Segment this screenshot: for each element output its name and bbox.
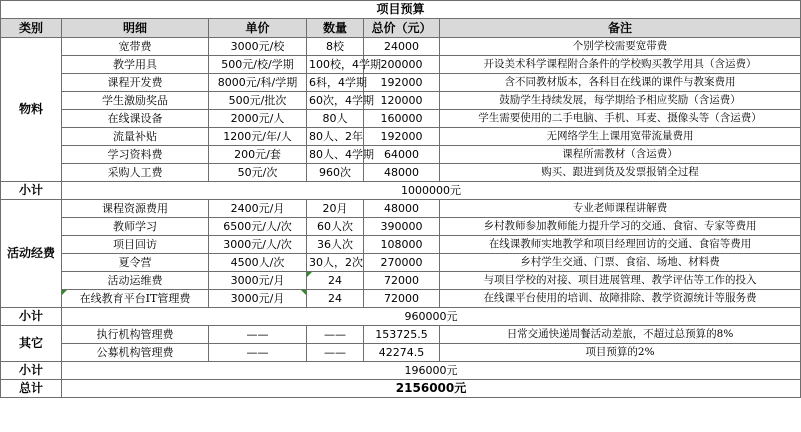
- note-cell[interactable]: 鼓励学生持续发展，每学期给予相应奖励（含运费）: [440, 92, 801, 110]
- unit-price-cell[interactable]: 2000元/人: [209, 110, 307, 128]
- quantity-cell[interactable]: 100校，4学期: [307, 56, 364, 74]
- item-cell[interactable]: 在线课设备: [62, 110, 209, 128]
- note-cell[interactable]: 专业老师课程讲解费: [440, 200, 801, 218]
- subtotal-value[interactable]: 1000000元: [62, 182, 801, 200]
- table-title[interactable]: 项目预算: [1, 1, 801, 19]
- item-cell[interactable]: 教师学习: [62, 218, 209, 236]
- note-cell[interactable]: 在线课平台使用的培训、故障排除、教学资源统计等服务费: [440, 290, 801, 308]
- note-cell[interactable]: 项目预算的2%: [440, 344, 801, 362]
- table-row: [1, 236, 801, 254]
- quantity-text: 24: [328, 274, 342, 287]
- table-row: [1, 56, 801, 74]
- unit-price-cell[interactable]: 2400元/月: [209, 200, 307, 218]
- unit-price-cell[interactable]: 3000元/月: [209, 272, 307, 290]
- item-cell[interactable]: 宽带费: [62, 38, 209, 56]
- note-cell[interactable]: 与项目学校的对接、项目进展管理、教学评估等工作的投入: [440, 272, 801, 290]
- note-cell[interactable]: 含不同教材版本，各科目在线课的课件与教案费用: [440, 74, 801, 92]
- note-cell[interactable]: 乡村教师参加教师能力提升学习的交通、食宿、专家等费用: [440, 218, 801, 236]
- table-row: [1, 110, 801, 128]
- subtotal-row: [1, 308, 801, 326]
- note-cell[interactable]: 开设美术科学课程附合条件的学校购买教学用具（含运费）: [440, 56, 801, 74]
- item-cell[interactable]: 教学用具: [62, 56, 209, 74]
- header-total[interactable]: 总价（元）: [364, 19, 440, 38]
- total-cell[interactable]: 390000: [364, 218, 440, 236]
- total-cell[interactable]: 160000: [364, 110, 440, 128]
- item-cell[interactable]: 执行机构管理费: [62, 326, 209, 344]
- total-cell[interactable]: 72000: [364, 290, 440, 308]
- item-text: 在线教育平台IT管理费: [79, 292, 191, 305]
- unit-price-cell[interactable]: ——: [209, 344, 307, 362]
- unit-price-cell[interactable]: 8000元/科/学期: [209, 74, 307, 92]
- quantity-cell[interactable]: 60次，4学期: [307, 92, 364, 110]
- unit-price-cell[interactable]: 500元/校/学期: [209, 56, 307, 74]
- unit-price-cell[interactable]: 4500人/次: [209, 254, 307, 272]
- quantity-cell[interactable]: ——: [307, 326, 364, 344]
- comment-marker: [62, 290, 67, 295]
- grand-total-row: [1, 380, 801, 398]
- comment-marker: [307, 272, 312, 277]
- quantity-cell[interactable]: 30人，2次: [307, 254, 364, 272]
- table-row: [1, 344, 801, 362]
- header-row: [1, 19, 801, 38]
- grand-total-label[interactable]: 总计: [1, 380, 62, 398]
- total-cell[interactable]: 72000: [364, 272, 440, 290]
- table-row: [1, 164, 801, 182]
- note-cell[interactable]: 购买、跟进到货及发票报销全过程: [440, 164, 801, 182]
- unit-price-cell[interactable]: 200元/套: [209, 146, 307, 164]
- total-cell[interactable]: 48000: [364, 164, 440, 182]
- note-cell[interactable]: 乡村学生交通、门票、食宿、场地、材料费: [440, 254, 801, 272]
- unit-price-cell[interactable]: ——: [209, 326, 307, 344]
- table-row: [1, 254, 801, 272]
- table-row: [1, 92, 801, 110]
- unit-price-cell[interactable]: 3000元/校: [209, 38, 307, 56]
- total-cell[interactable]: 153725.5: [364, 326, 440, 344]
- subtotal-label[interactable]: 小计: [1, 308, 62, 326]
- quantity-cell[interactable]: ——: [307, 344, 364, 362]
- category-activities[interactable]: 活动经费: [1, 200, 62, 308]
- note-cell[interactable]: 日常交通快递周餐活动差旅，不超过总预算的8%: [440, 326, 801, 344]
- quantity-cell[interactable]: 8校: [307, 38, 364, 56]
- table-row: [1, 326, 801, 344]
- item-cell[interactable]: 活动运维费: [62, 272, 209, 290]
- subtotal-label[interactable]: 小计: [1, 182, 62, 200]
- subtotal-row: [1, 182, 801, 200]
- unit-price-cell[interactable]: [209, 290, 307, 308]
- unit-price-text: 3000元/月: [230, 292, 285, 305]
- note-cell[interactable]: 学生需要使用的二手电脑、手机、耳麦、摄像头等（含运费）: [440, 110, 801, 128]
- total-cell[interactable]: 108000: [364, 236, 440, 254]
- category-other[interactable]: 其它: [1, 326, 62, 362]
- subtotal-value[interactable]: 960000元: [62, 308, 801, 326]
- unit-price-cell[interactable]: 500元/批次: [209, 92, 307, 110]
- total-cell[interactable]: 200000: [364, 56, 440, 74]
- quantity-cell[interactable]: 6科，4学期: [307, 74, 364, 92]
- table-row: [1, 200, 801, 218]
- item-cell[interactable]: 采购人工费: [62, 164, 209, 182]
- note-cell[interactable]: 在线课教师实地教学和项目经理回访的交通、食宿等费用: [440, 236, 801, 254]
- grand-total-value[interactable]: 2156000元: [62, 380, 801, 398]
- unit-price-cell[interactable]: 6500元/人/次: [209, 218, 307, 236]
- subtotal-label[interactable]: 小计: [1, 362, 62, 380]
- note-cell[interactable]: 个别学校需要宽带费: [440, 38, 801, 56]
- quantity-cell[interactable]: 80人、4学期: [307, 146, 364, 164]
- total-cell[interactable]: 192000: [364, 128, 440, 146]
- table-row: [1, 146, 801, 164]
- header-category[interactable]: 类别: [1, 19, 62, 38]
- comment-marker: [301, 290, 306, 295]
- quantity-cell[interactable]: 20月: [307, 200, 364, 218]
- item-cell[interactable]: 流量补贴: [62, 128, 209, 146]
- total-cell[interactable]: 192000: [364, 74, 440, 92]
- total-cell[interactable]: 120000: [364, 92, 440, 110]
- table-row: [1, 290, 801, 308]
- table-row: [1, 128, 801, 146]
- item-cell[interactable]: 课程开发费: [62, 74, 209, 92]
- header-item[interactable]: 明细: [62, 19, 209, 38]
- quantity-cell[interactable]: 960次: [307, 164, 364, 182]
- unit-price-cell[interactable]: 50元/次: [209, 164, 307, 182]
- table-row: [1, 272, 801, 290]
- quantity-cell[interactable]: 60人次: [307, 218, 364, 236]
- header-note[interactable]: 备注: [440, 19, 801, 38]
- item-cell[interactable]: [62, 290, 209, 308]
- quantity-cell[interactable]: [307, 272, 364, 290]
- quantity-cell[interactable]: 80人: [307, 110, 364, 128]
- note-cell[interactable]: 课程所需教材（含运费）: [440, 146, 801, 164]
- quantity-cell[interactable]: 80人、2年: [307, 128, 364, 146]
- item-cell[interactable]: 夏令营: [62, 254, 209, 272]
- table-row: [1, 74, 801, 92]
- item-cell[interactable]: 课程资源费用: [62, 200, 209, 218]
- unit-price-cell[interactable]: 1200元/年/人: [209, 128, 307, 146]
- item-cell[interactable]: 公募机构管理费: [62, 344, 209, 362]
- total-cell[interactable]: 24000: [364, 38, 440, 56]
- table-row: [1, 218, 801, 236]
- unit-price-cell[interactable]: 3000元/人/次: [209, 236, 307, 254]
- total-cell[interactable]: 270000: [364, 254, 440, 272]
- item-cell[interactable]: 项目回访: [62, 236, 209, 254]
- category-materials[interactable]: 物料: [1, 38, 62, 182]
- total-cell[interactable]: 42274.5: [364, 344, 440, 362]
- item-cell[interactable]: 学生激励奖品: [62, 92, 209, 110]
- item-cell[interactable]: 学习资料费: [62, 146, 209, 164]
- quantity-cell[interactable]: 36人次: [307, 236, 364, 254]
- header-quantity[interactable]: 数量: [307, 19, 364, 38]
- header-unit-price[interactable]: 单价: [209, 19, 307, 38]
- quantity-cell[interactable]: 24: [307, 290, 364, 308]
- total-cell[interactable]: 64000: [364, 146, 440, 164]
- table-row: [1, 38, 801, 56]
- subtotal-value[interactable]: 196000元: [62, 362, 801, 380]
- total-cell[interactable]: 48000: [364, 200, 440, 218]
- note-cell[interactable]: 无网络学生上课用宽带流量费用: [440, 128, 801, 146]
- subtotal-row: [1, 362, 801, 380]
